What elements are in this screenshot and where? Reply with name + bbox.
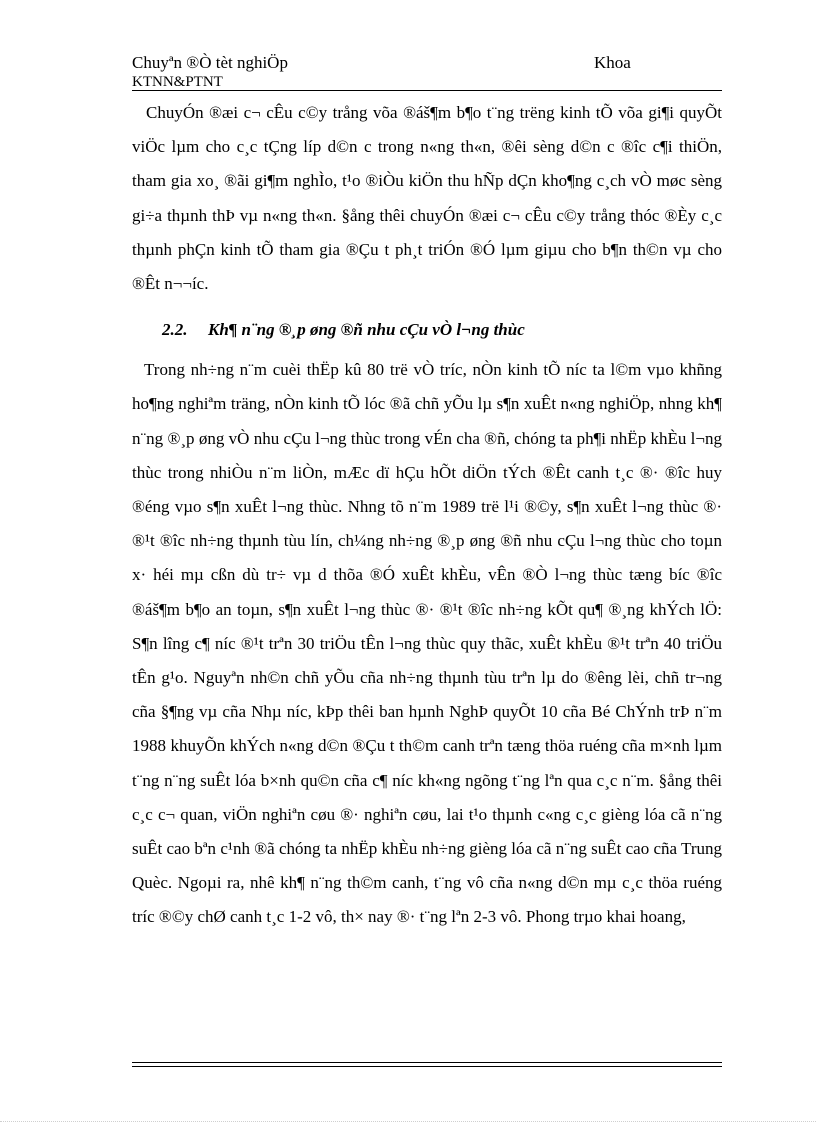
header-rule xyxy=(132,90,722,91)
footer-double-rule xyxy=(132,1062,722,1067)
header-department: KTNN&PTNT xyxy=(132,74,223,90)
page-body xyxy=(132,96,722,935)
page-header xyxy=(132,52,722,89)
body-paragraph-1: ChuyÓn ®æi c¬ cÊu c©y trång võa ®áš¶m b¶o t¨ng trëng kinh tÕ võa gi¶i quyÕt viÖc lµm cho c¸c tÇng líp d©n c trong n«ng th«n, ®êi sèng d©n c ®îc c¶i thiÖn, tham gia xo¸ ®ãi gi¶m nghÌo, t¹o ®iÒu kiÖn thu hÑp dÇn kho¶ng c¸ch vÒ møc sèng gi÷a thµnh thÞ vµ n«ng th«n. §ång thêi chuyÓn ®æi c¬ cÊu c©y trång thóc ®Èy c¸c thµnh phÇn kinh tÕ tham gia ®Çu t ph¸t triÓn ®Ó lµm giµu cho b¶n th©n vµ cho ®Êt n¬¬íc. xyxy=(132,103,722,294)
section-heading-text: Kh¶ n¨ng ®¸p øng ®ñ nhu cÇu vÒ l¬ng thùc xyxy=(208,320,525,340)
section-heading-number: 2.2. xyxy=(162,320,188,340)
header-faculty-label: Khoa xyxy=(594,53,631,72)
header-row xyxy=(132,52,722,74)
header-thesis-title: Chuyªn ®Ò tèt nghiÖp xyxy=(132,53,288,72)
body-paragraph-2: Trong nh÷ng n¨m cuèi thËp kû 80 trë vÒ tríc, nÒn kinh tÕ níc ta l©m vµo khñng ho¶ng nghiªm träng, nÒn kinh tÕ lóc ®ã chñ yÕu lµ s¶n xuÊt n«ng nghiÖp, nhng kh¶ n¨ng ®¸p øng vÒ nhu cÇu l¬ng thùc trong vÉn cha ®ñ, chóng ta ph¶i nhËp khÈu l¬ng thùc trong nhiÒu n¨m liÒn, mÆc dï hÇu hÕt diÖn tÝch ®Êt canh t¸c ®· ®îc huy ®éng vµo s¶n xuÊt l¬ng thùc. Nhng tõ n¨m 1989 trë l¹i ®©y, s¶n xuÊt l¬ng thùc ®· ®¹t ®îc nh÷ng thµnh tùu lín, ch¼ng nh÷ng ®¸p øng ®ñ nhu cÇu l¬ng thùc cho toµn x· héi mµ cßn dù tr÷ vµ d thõa ®Ó xuÊt khÈu, vÊn ®Ò l¬ng thùc tæng bíc ®îc ®áš¶m b¶o an toµn, s¶n xuÊt l¬ng thùc ®· ®¹t ®îc nh÷ng kÕt qu¶ ®¸ng khÝch lÖ: S¶n lîng c¶ níc ®¹t trªn 30 triÖu tÊn l¬ng thùc quy thãc, xuÊt khÈu ®¹t trªn 40 triÖu tÊn g¹o. Nguyªn nh©n chñ yÕu cña nh÷ng thµnh tùu trªn lµ do ®êng lèi, chñ tr¬ng cña §¶ng vµ cña Nhµ níc, kÞp thêi ban hµnh NghÞ quyÕt 10 cña Bé ChÝnh trÞ n¨m 1988 khuyÕn khÝch n«ng d©n ®Çu t th©m canh trªn tæng thöa ruéng cña m×nh lµm t¨ng n¨ng suÊt lóa b×nh qu©n cña c¶ níc kh«ng ngõng t¨ng lªn qua c¸c n¨m. §ång thêi c¸c c¬ quan, viÖn nghiªn cøu ®· nghiªn cøu, lai t¹o thµnh c«ng c¸c gièng lóa cã n¨ng suÊt cao bªn c¹nh ®ã chóng ta nhËp khÈu nh÷ng gièng lóa cã n¨ng suÊt cao cña Trung Quèc. Ngoµi ra, nhê kh¶ n¨ng th©m canh, t¨ng vô cña n«ng d©n mµ c¸c thöa ruéng tríc ®©y chØ canh t¸c 1-2 vô, th× nay ®· t¨ng lªn 2-3 vô. Phong trµo khai hoang, xyxy=(132,360,722,927)
section-heading xyxy=(132,313,722,347)
